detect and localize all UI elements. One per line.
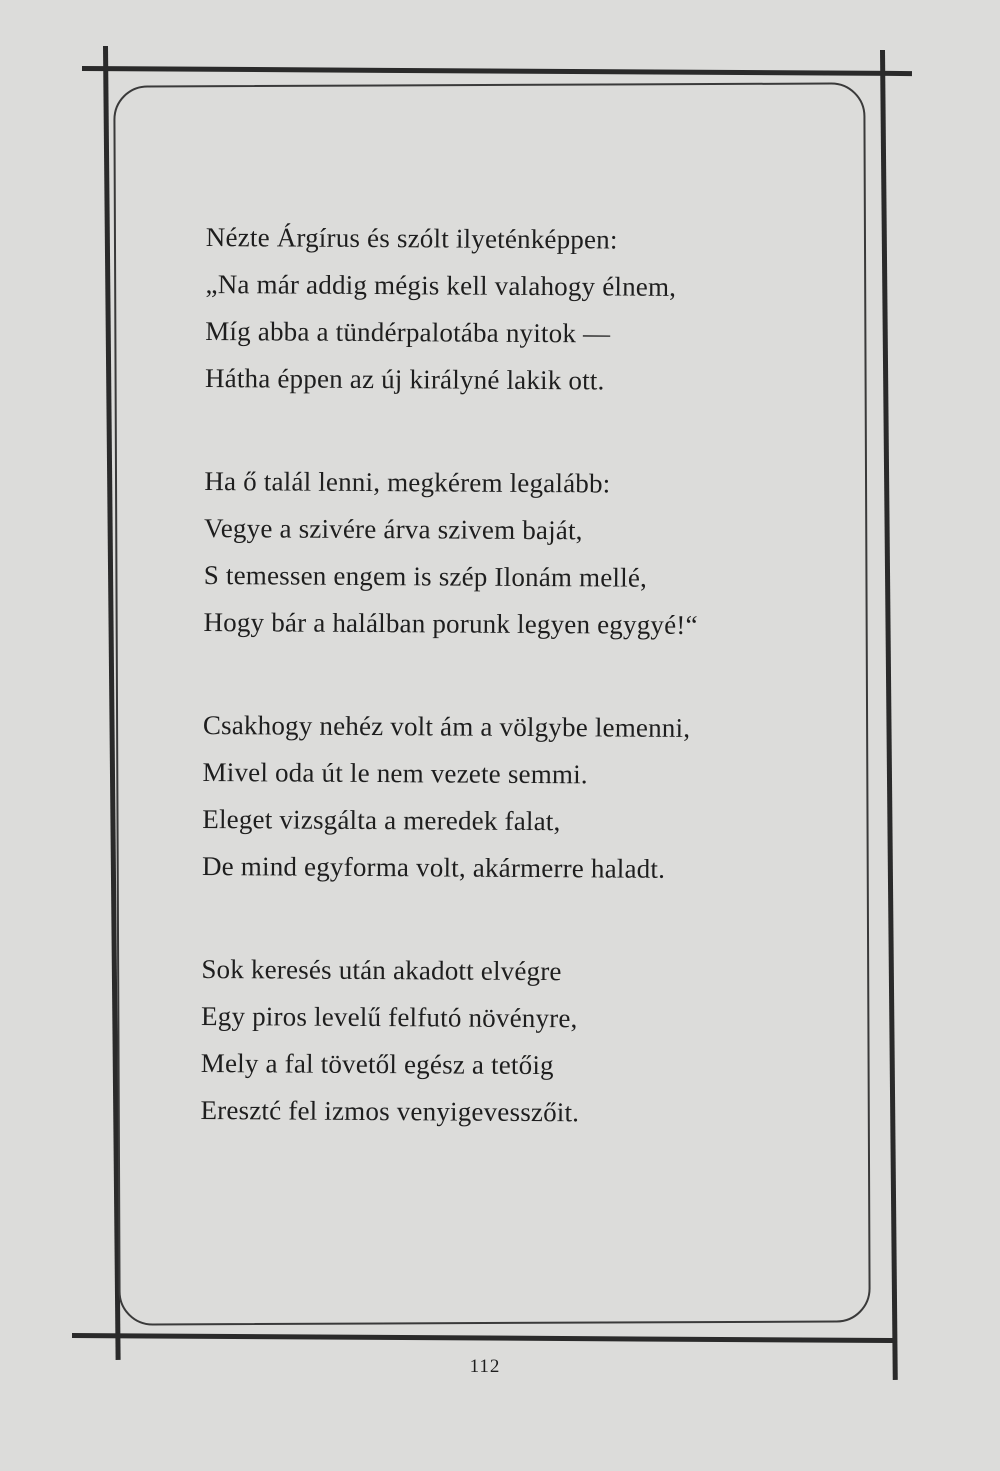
frame-rule-right: [880, 50, 898, 1380]
frame-rule-bottom: [72, 1333, 894, 1343]
poem-line: Eresztć fel izmos venyigevesszőit.: [200, 1094, 580, 1128]
poem-line: Mivel oda út le nem vezete semmi.: [202, 756, 588, 790]
poem-line: Mely a fal tövetől egész a tetőig: [200, 1047, 554, 1081]
poem-line: Vegye a szivére árva szivem baját,: [203, 512, 583, 546]
poem-line: Egy piros levelű felfutó növényre,: [201, 1000, 578, 1034]
frame-rule-top: [82, 66, 912, 76]
stanza-1: [205, 214, 826, 406]
poem-line: „Na már addig mégis kell valahogy élnem,: [205, 268, 677, 302]
page-number: 112: [469, 1356, 501, 1377]
poem-line: Hogy bár a halálban porunk legyen egygyé!“: [203, 606, 698, 641]
poem-line: S temessen engem is szép Ilonám mellé,: [203, 559, 648, 593]
poem-line: Csakhogy nehéz volt ám a völgybe lemenni,: [202, 709, 691, 743]
poem-line: Nézte Árgírus és szólt ilyeténképpen:: [205, 221, 618, 255]
poem-line: De mind egyforma volt, akármerre haladt.: [201, 850, 666, 884]
poem-line: Míg abba a tündérpalotába nyitok —: [205, 315, 611, 349]
poem-line: Hátha éppen az új királyné lakik ott.: [204, 362, 605, 396]
stanza-2: [203, 458, 824, 650]
poem-line: Eleget vizsgálta a meredek falat,: [202, 803, 561, 837]
stanza-4: [200, 946, 821, 1138]
poem-line: Sok keresés után akadott elvégre: [201, 953, 562, 987]
stanza-3: [202, 702, 823, 894]
poem-text: [200, 214, 826, 1138]
poem-line: Ha ő talál lenni, megkérem legalább:: [204, 465, 611, 499]
